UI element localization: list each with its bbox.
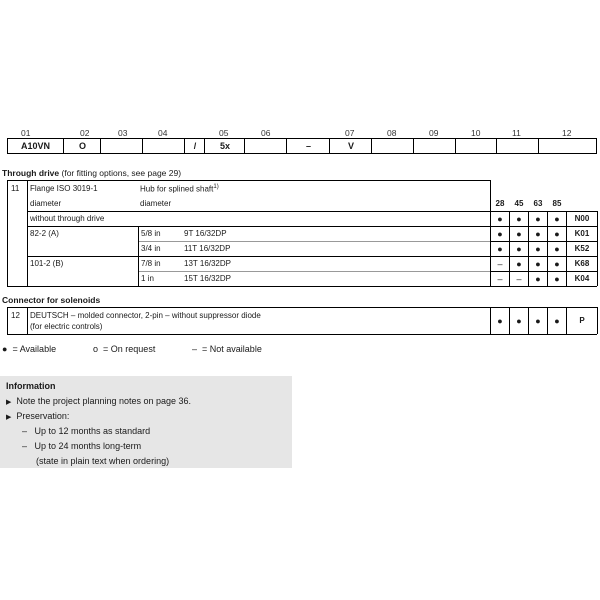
- position-number: 09: [429, 128, 439, 138]
- availability-mark: ●: [516, 259, 522, 269]
- position-number: 12: [562, 128, 572, 138]
- row-diameter: 7/8 in: [141, 259, 161, 268]
- option-code: K04: [574, 274, 590, 283]
- code-cell: /: [184, 139, 205, 153]
- code-cell: [100, 139, 143, 153]
- position-number: 07: [345, 128, 355, 138]
- code-cell: [538, 139, 599, 153]
- through-drive-heading: Through drive (for fitting options, see page 29): [2, 168, 182, 178]
- position-number: 11: [512, 128, 521, 138]
- availability-mark: ●: [554, 229, 560, 239]
- row-flange: without through drive: [30, 214, 105, 223]
- availability-mark: ●: [554, 274, 560, 284]
- row-spline: 11T 16/32DP: [184, 244, 231, 253]
- ordering-code-row: [7, 138, 597, 154]
- row-spline: 15T 16/32DP: [184, 274, 231, 283]
- availability-mark: ●: [516, 229, 522, 239]
- size-header-28: 28: [495, 199, 505, 208]
- connector-heading: Connector for solenoids: [2, 295, 101, 305]
- code-cell: [413, 139, 456, 153]
- connector-mark: ●: [554, 316, 560, 326]
- availability-mark: ●: [497, 214, 503, 224]
- code-cell: [244, 139, 287, 153]
- position-number: 04: [158, 128, 168, 138]
- code-cell: V: [329, 139, 372, 153]
- code-cell: A10VN: [20, 141, 50, 151]
- info-sub-2b: (state in plain text when ordering): [36, 456, 170, 466]
- availability-mark: ●: [535, 259, 541, 269]
- code-cell: [142, 139, 185, 153]
- code-cell: [371, 139, 414, 153]
- position-number: 03: [118, 128, 128, 138]
- availability-mark: ●: [535, 274, 541, 284]
- information-box: [0, 376, 292, 468]
- code-cell: [455, 139, 497, 153]
- info-sub-2: – Up to 24 months long-term: [22, 441, 142, 451]
- availability-mark: ●: [554, 244, 560, 254]
- availability-mark: –: [497, 259, 503, 269]
- code-cell: 5x: [204, 139, 245, 153]
- row-diameter: 3/4 in: [141, 244, 161, 253]
- code-cell: O: [63, 139, 101, 153]
- row-diameter: 5/8 in: [141, 229, 161, 238]
- position-number: 01: [21, 128, 31, 138]
- size-header-45: 45: [514, 199, 524, 208]
- legend-on-request: o = On request: [93, 344, 156, 354]
- position-number: 05: [219, 128, 229, 138]
- option-code: K52: [574, 244, 590, 253]
- connector-mark: ●: [497, 316, 503, 326]
- row-flange: 101-2 (B): [30, 259, 64, 268]
- code-cell: [496, 139, 539, 153]
- legend-not-available: – = Not available: [192, 344, 262, 354]
- flange-subheader: diameter: [30, 199, 62, 208]
- info-bullet-2: ▶ Preservation:: [6, 411, 70, 421]
- through-drive-number: 11: [11, 184, 20, 193]
- availability-mark: –: [497, 274, 503, 284]
- connector-desc-2: (for electric controls): [30, 322, 103, 331]
- availability-mark: ●: [497, 244, 503, 254]
- code-cell: –: [286, 139, 330, 153]
- position-number: 08: [387, 128, 397, 138]
- availability-mark: ●: [535, 214, 541, 224]
- information-title: Information: [6, 381, 56, 391]
- option-code: K01: [574, 229, 590, 238]
- availability-mark: ●: [554, 214, 560, 224]
- row-flange: 82-2 (A): [30, 229, 59, 238]
- availability-mark: ●: [535, 244, 541, 254]
- availability-mark: –: [516, 274, 522, 284]
- availability-mark: ●: [516, 244, 522, 254]
- info-sub-1: – Up to 12 months as standard: [22, 426, 151, 436]
- option-code: N00: [574, 214, 590, 223]
- size-header-85: 85: [552, 199, 562, 208]
- availability-mark: ●: [497, 229, 503, 239]
- row-spline: 13T 16/32DP: [184, 259, 231, 268]
- availability-mark: ●: [516, 214, 522, 224]
- flange-header: Flange ISO 3019-1: [30, 184, 98, 193]
- position-number: 02: [80, 128, 90, 138]
- info-bullet-1: ▶ Note the project planning notes on page 36.: [6, 396, 192, 406]
- size-header-63: 63: [533, 199, 543, 208]
- connector-desc-1: DEUTSCH – molded connector, 2-pin – without suppressor diode: [30, 311, 261, 320]
- legend-available: ● = Available: [2, 344, 57, 354]
- position-number: 10: [471, 128, 481, 138]
- hub-subheader: diameter: [140, 199, 172, 208]
- triangle-icon: ▶: [6, 414, 12, 421]
- connector-mark: ●: [516, 316, 522, 326]
- availability-mark: ●: [535, 229, 541, 239]
- row-spline: 9T 16/32DP: [184, 229, 227, 238]
- connector-mark: ●: [535, 316, 541, 326]
- hub-header: Hub for splined shaft$^{1)}$: [140, 184, 219, 194]
- option-code: K68: [574, 259, 590, 268]
- availability-mark: ●: [554, 259, 560, 269]
- position-number: 06: [261, 128, 271, 138]
- connector-number: 12: [11, 311, 20, 320]
- triangle-icon: ▶: [6, 399, 12, 406]
- connector-code: P: [579, 316, 585, 325]
- row-diameter: 1 in: [141, 274, 154, 283]
